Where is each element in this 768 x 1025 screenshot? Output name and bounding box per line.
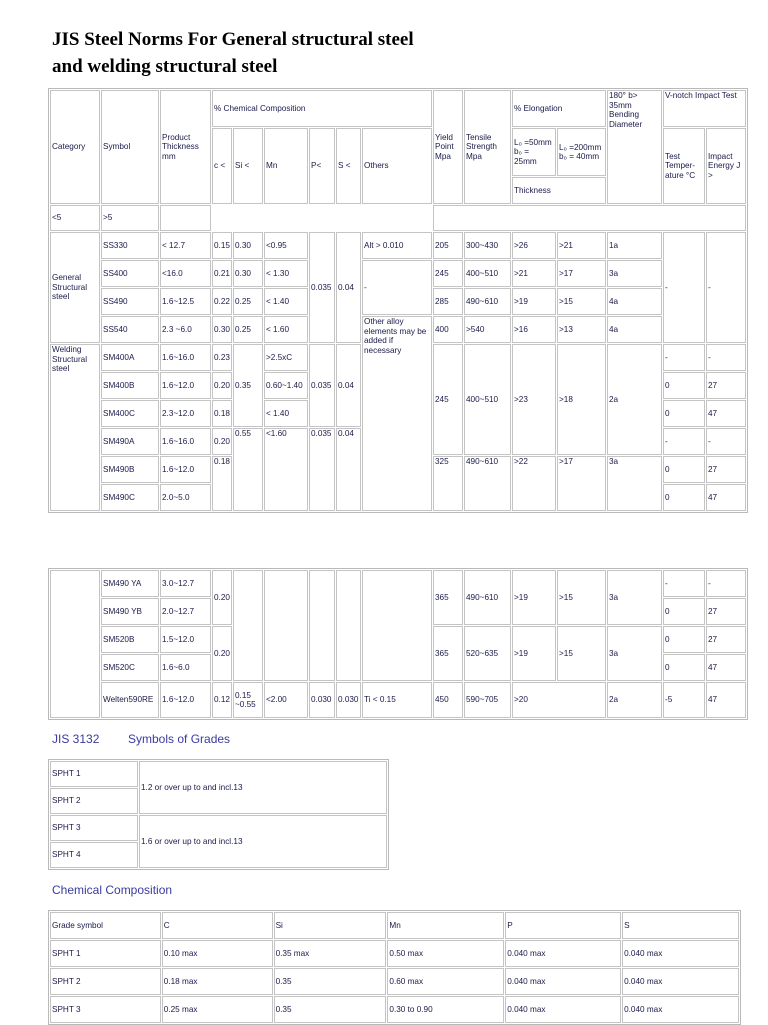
header-bending: 180° b> 35mm Bending Diameter <box>607 90 662 204</box>
table-header-row: Grade symbol C Si Mn P S <box>50 912 739 939</box>
grade-symbol: SPHT 1 <box>50 761 138 787</box>
grade-symbol: SPHT 3 <box>50 815 138 841</box>
table-row: SPHT 2 0.18 max 0.35 0.60 max 0.040 max 0.040 max <box>50 968 739 995</box>
header-category: Category <box>50 90 100 204</box>
table-row: SPHT 1 0.10 max 0.35 max 0.50 max 0.040 max 0.040 max <box>50 940 739 967</box>
grade-symbol: SPHT 2 <box>50 788 138 814</box>
page-title <box>52 26 652 80</box>
header-p: P< <box>309 128 335 204</box>
table-row: SM520C 1.6~6.0 0 47 <box>50 654 746 681</box>
header-others: Others <box>362 128 432 204</box>
symbols-of-grades-label: Symbols of Grades <box>128 732 231 746</box>
group-general: General Structural steel <box>50 232 100 343</box>
table-row: SM490C 2.0~5.0 0 47 <box>50 484 746 511</box>
table-row: SS490 1.6~12.5 0.22 0.25 < 1.40 285 490~610 >19 >15 4a <box>50 288 746 315</box>
header-gt5: >5 <box>101 205 159 231</box>
table-row: SM400B 1.6~12.0 0.20 0.60~1.40 0 27 <box>50 372 746 399</box>
grade-range: 1.2 or over up to and incl.13 <box>139 761 387 814</box>
table-row: SM490B 1.6~12.0 0.18 325 490~610 >22 >17 3a 0 27 <box>50 456 746 483</box>
header-tensile-strength: Tensile Strength Mpa <box>464 90 511 204</box>
chemical-composition-table <box>48 910 741 1025</box>
table-row: SPHT 3 0.25 max 0.35 0.30 to 0.90 0.040 max 0.040 max <box>50 996 739 1023</box>
page-title-line-2: and welding structural steel <box>52 56 278 77</box>
header-symbol: Symbol <box>101 90 159 204</box>
table-row: SM520B 1.5~12.0 0.20 365 520~635 >19 >15 3a 0 27 <box>50 626 746 653</box>
header-lt5: <5 <box>50 205 100 231</box>
group-welding: Welding Structural steel <box>50 344 100 511</box>
table-row: Welding Structural steel SM400A 1.6~16.0 0.23 0.35 >2.5xC 0.035 0.04 245 400~510 >23 >18 2a - - <box>50 344 746 371</box>
page-title-line-1: JIS Steel Norms For General structural steel <box>52 29 414 50</box>
grade-range: 1.6 or over up to and incl.13 <box>139 815 387 868</box>
chemical-composition-label: Chemical Composition <box>52 883 173 897</box>
table-row: SM490 YA 3.0~12.7 0.20 365 490~610 >19 >15 3a - - <box>50 570 746 597</box>
grade-symbol: SPHT 4 <box>50 842 138 868</box>
jis-continuation-table <box>48 568 748 720</box>
table-row: SS540 2.3 ~6.0 0.30 0.25 < 1.60 Other alloy elements may be added if necessary 400 >540 >16 >13 4a <box>50 316 746 343</box>
header-impact-energy: Impact Energy J > <box>706 128 746 204</box>
header-vnotch: V-notch Impact Test <box>663 90 746 127</box>
header-elongation-thickness: Thickness <box>512 177 606 204</box>
header-l200: L₀ =200mm b₀ = 40mm <box>557 128 606 176</box>
table-row: SM490 YB 2.0~12.7 0 27 <box>50 598 746 625</box>
header-l50: L₀ =50mm b₀ = 25mm <box>512 128 556 176</box>
table-row: General Structural steel SS330 < 12.7 0.15 0.30 <0.95 0.035 0.04 Alt > 0.010 205 300~430 >26 >21 1a - - <box>50 232 746 259</box>
others-alloy-note: Other alloy elements may be added if necessary <box>362 316 432 511</box>
header-test-temp: Test Temper-ature °C <box>663 128 705 204</box>
table-row: SS400 <16.0 0.21 0.30 < 1.30 - 245 400~510 >21 >17 3a <box>50 260 746 287</box>
table-row: Welten590RE 1.6~12.0 0.12 0.15 ~0.55 <2.00 0.030 0.030 Ti < 0.15 450 590~705 >20 2a -5 47 <box>50 682 746 718</box>
header-elongation: % Elongation <box>512 90 606 127</box>
grades-table <box>48 759 389 870</box>
table-row: SM400C 2.3~12.0 0.18 < 1.40 0 47 <box>50 400 746 427</box>
header-yield-point: Yield Point Mpa <box>433 90 463 204</box>
jis-3132-label: JIS 3132 <box>52 732 100 746</box>
table-row: SM490A 1.6~16.0 0.20 0.55 <1.60 0.035 0.04 - - <box>50 428 746 455</box>
header-thickness: Product Thickness mm <box>160 90 211 204</box>
jis-main-table <box>48 88 748 513</box>
header-si: Si < <box>233 128 263 204</box>
header-chemical-composition: % Chemical Composition <box>212 90 432 127</box>
header-c: c < <box>212 128 232 204</box>
header-s: S < <box>336 128 361 204</box>
header-mn: Mn <box>264 128 308 204</box>
